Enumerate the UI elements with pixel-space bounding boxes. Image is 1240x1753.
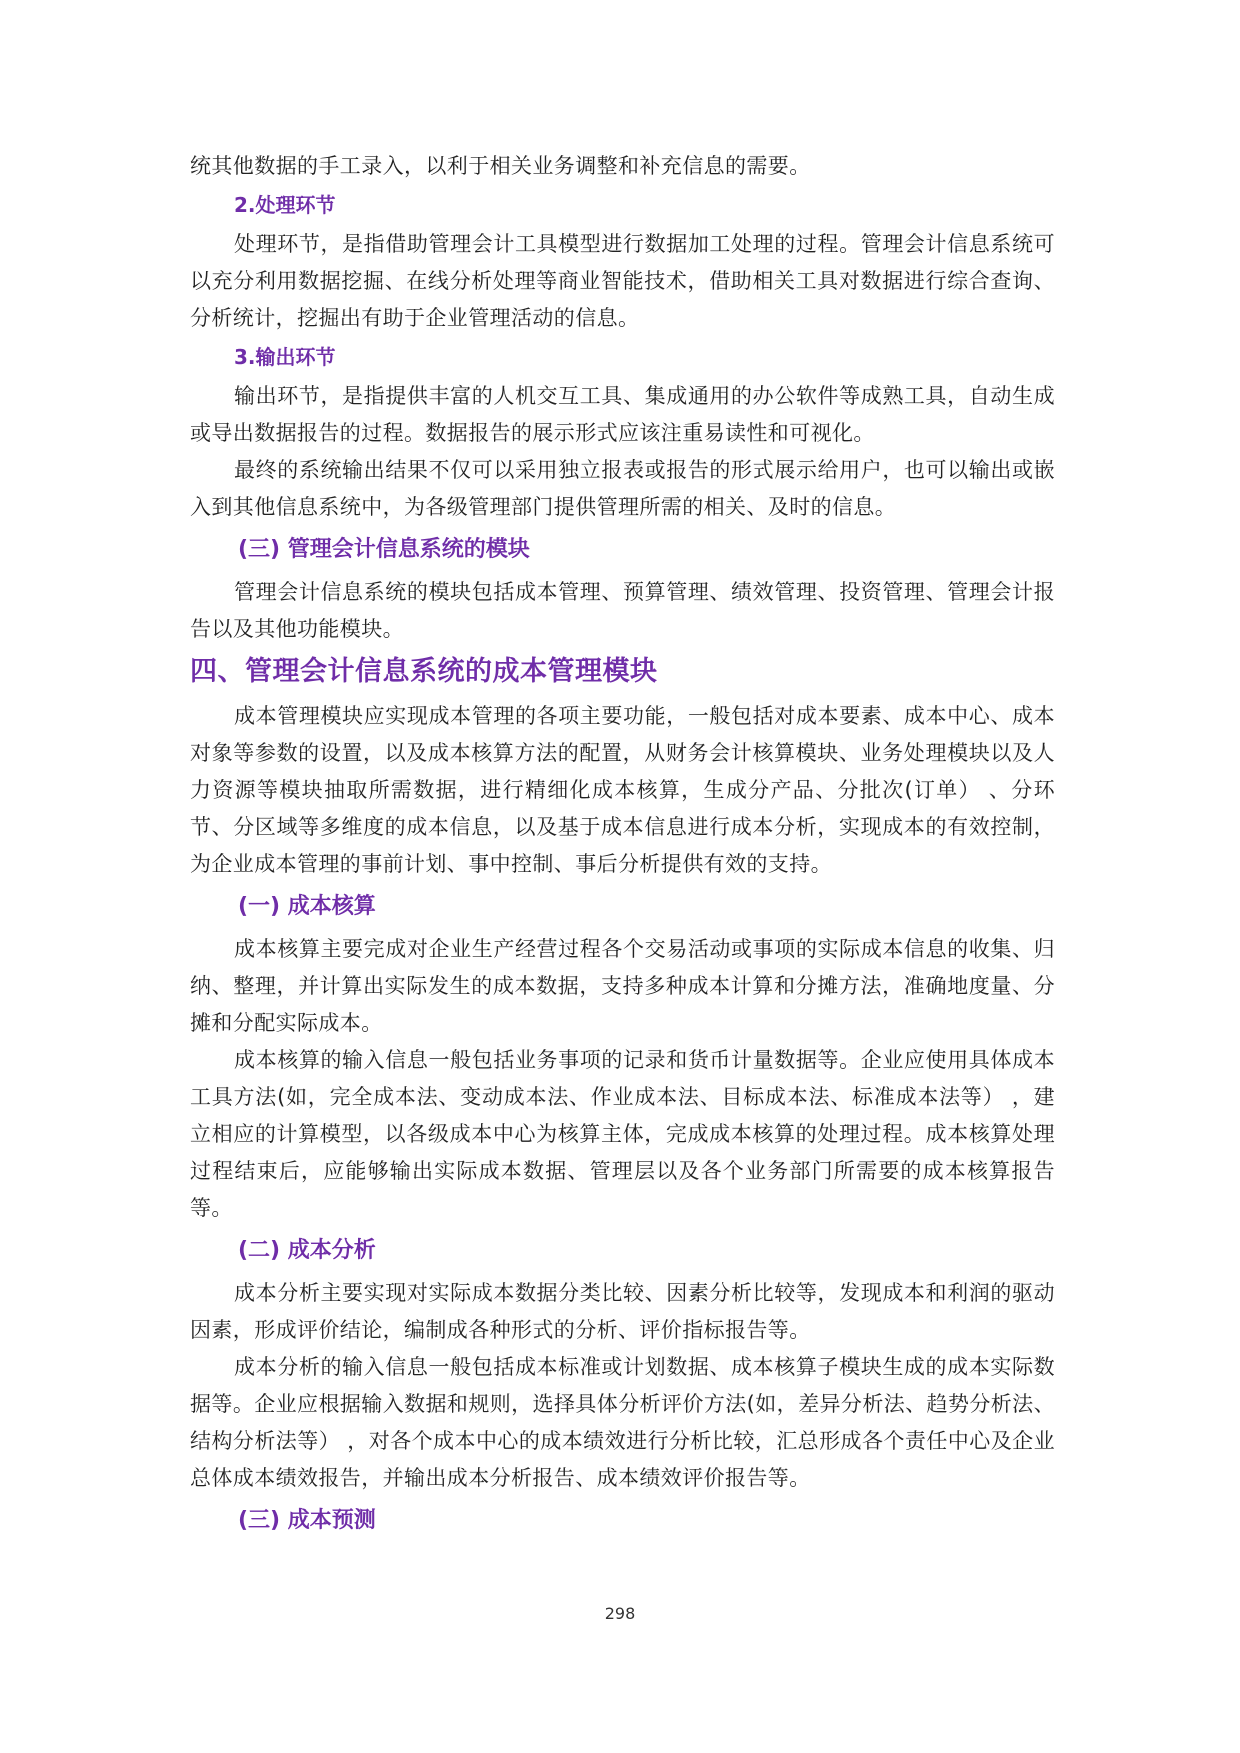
heading-section-four: 四、管理会计信息系统的成本管理模块 [190,656,658,687]
paragraph-output-stage: 输出环节，是指提供丰富的人机交互工具、集成通用的办公软件等成熟工具，自动生成或导出数据报告的过程。数据报告的展示形式应该注重易读性和可视化。 [190,384,1055,445]
heading-output-stage: 3.输出环节 [234,345,336,369]
paragraph-cost-accounting-1: 成本核算主要完成对企业生产经营过程各个交易活动或事项的实际成本信息的收集、归纳、整理，并计算出实际发生的成本数据，支持多种成本计算和分摊方法，准确地度量、分摊和分配实际成本。 [190,937,1055,1035]
page-content [190,148,1055,1545]
heading-cost-accounting: (一) 成本核算 [238,894,376,919]
paragraph-cost-analysis-1: 成本分析主要实现对实际成本数据分类比较、因素分析比较等，发现成本和利润的驱动因素，形成评价结论，编制成各种形式的分析、评价指标报告等。 [190,1281,1055,1342]
heading-cost-forecast: (三) 成本预测 [238,1508,376,1533]
paragraph-cost-accounting-2: 成本核算的输入信息一般包括业务事项的记录和货币计量数据等。企业应使用具体成本工具方法(如，完全成本法、变动成本法、作业成本法、目标成本法、标准成本法等） ，建立相应的计算模型，以各级成本中心为核算主体，完成成本核算的处理过程。成本核算处理过程结束后，应能够输出实际成本数据、管理层以及各个业务部门所需要的成本核算报告等。 [190,1048,1055,1220]
heading-processing-stage: 2.处理环节 [234,193,336,217]
page-number: 298 [604,1604,636,1623]
heading-cost-analysis: (二) 成本分析 [238,1238,376,1263]
heading-system-modules: (三) 管理会计信息系统的模块 [238,537,530,562]
paragraph-processing-stage: 处理环节，是指借助管理会计工具模型进行数据加工处理的过程。管理会计信息系统可以充分利用数据挖掘、在线分析处理等商业智能技术，借助相关工具对数据进行综合查询、分析统计，挖掘出有助于企业管理活动的信息。 [190,232,1055,330]
paragraph-input-continuation: 统其他数据的手工录入，以利于相关业务调整和补充信息的需要。 [190,154,811,178]
paragraph-final-output: 最终的系统输出结果不仅可以采用独立报表或报告的形式展示给用户，也可以输出或嵌入到其他信息系统中，为各级管理部门提供管理所需的相关、及时的信息。 [190,458,1055,519]
paragraph-cost-analysis-2: 成本分析的输入信息一般包括成本标准或计划数据、成本核算子模块生成的成本实际数据等。企业应根据输入数据和规则，选择具体分析评价方法(如，差异分析法、趋势分析法、结构分析法等） ，对各个成本中心的成本绩效进行分析比较，汇总形成各个责任中心及企业总体成本绩效报告，并输出成本分析报告、成本绩效评价报告等。 [190,1355,1055,1490]
paragraph-cost-module: 成本管理模块应实现成本管理的各项主要功能，一般包括对成本要素、成本中心、成本对象等参数的设置，以及成本核算方法的配置，从财务会计核算模块、业务处理模块以及人力资源等模块抽取所需数据，进行精细化成本核算，生成分产品、分批次(订单） 、分环节、分区域等多维度的成本信息，以及基于成本信息进行成本分析，实现成本的有效控制，为企业成本管理的事前计划、事中控制、事后分析提供有效的支持。 [190,704,1055,876]
paragraph-system-modules: 管理会计信息系统的模块包括成本管理、预算管理、绩效管理、投资管理、管理会计报告以及其他功能模块。 [190,580,1055,641]
